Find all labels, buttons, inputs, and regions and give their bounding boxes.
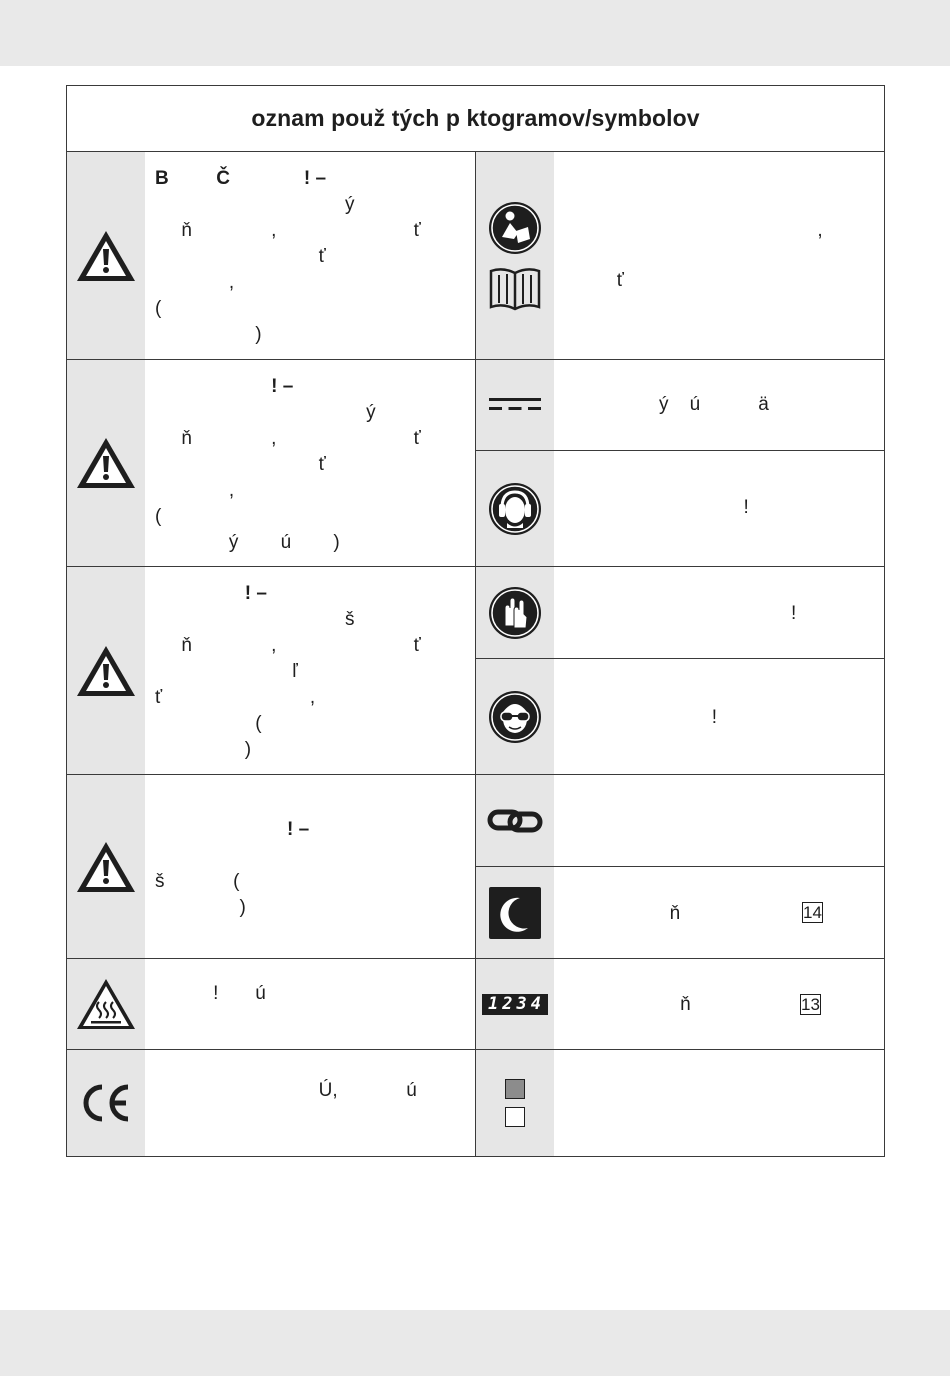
text-line: ň bbox=[564, 903, 681, 924]
left-row-note bbox=[67, 775, 475, 959]
right-row-recycle bbox=[476, 867, 884, 959]
text-line: ý ú ) bbox=[155, 532, 340, 553]
text-line: ) bbox=[155, 324, 262, 345]
right-row-eye-protection bbox=[476, 659, 884, 775]
manual-book-icon bbox=[487, 265, 543, 311]
text-line: ! – bbox=[155, 819, 310, 840]
left-row-warning bbox=[67, 360, 475, 567]
text-line: ť bbox=[155, 454, 326, 475]
text-line: , bbox=[155, 480, 235, 501]
right-row-text bbox=[564, 959, 874, 1049]
left-row-text bbox=[155, 567, 465, 774]
filled-square-icon bbox=[505, 1079, 525, 1099]
warning-triangle-icon bbox=[67, 152, 145, 359]
warning-triangle-icon bbox=[67, 360, 145, 566]
text-line: ! bbox=[564, 707, 718, 728]
left-row-text bbox=[155, 152, 465, 359]
figure-reference-box: 13 bbox=[801, 995, 820, 1014]
text-line: ý bbox=[155, 402, 376, 423]
ce-mark-icon bbox=[67, 1050, 145, 1156]
top-margin-band bbox=[0, 0, 950, 66]
text-line: ň , ť bbox=[155, 428, 421, 449]
text-line: , bbox=[564, 220, 823, 241]
right-row-text bbox=[564, 659, 874, 774]
left-row-hot-surface bbox=[67, 959, 475, 1050]
right-row-text bbox=[564, 1050, 874, 1156]
read-instructions-icon bbox=[488, 201, 542, 255]
text-line: ) bbox=[155, 739, 252, 760]
left-row-danger bbox=[67, 152, 475, 360]
color-squares-icon bbox=[476, 1050, 554, 1156]
text-line: ť , bbox=[155, 687, 316, 708]
text-line: ! ú bbox=[155, 983, 266, 1004]
eye-protection-icon bbox=[476, 659, 554, 774]
empty-square-icon bbox=[505, 1107, 525, 1127]
left-row-text bbox=[155, 360, 465, 566]
bottom-margin-band bbox=[0, 1310, 950, 1376]
text-line: B Č ! – bbox=[155, 168, 327, 189]
hot-surface-warning-icon bbox=[67, 959, 145, 1049]
right-row-text bbox=[564, 360, 874, 450]
text-line: ( bbox=[155, 298, 162, 319]
counter-display: 1234 bbox=[482, 994, 548, 1015]
digital-counter-icon bbox=[476, 959, 554, 1049]
left-row-text bbox=[155, 959, 465, 1049]
ear-protection-icon bbox=[476, 451, 554, 566]
text-line: ! – bbox=[155, 583, 267, 604]
text-line: š bbox=[155, 609, 355, 630]
clean-cycle-logo-icon bbox=[476, 867, 554, 958]
text-line: ( bbox=[155, 506, 162, 527]
text-line: ! – bbox=[155, 376, 294, 397]
right-row-text bbox=[564, 152, 874, 359]
right-row-counter bbox=[476, 959, 884, 1050]
right-row-gloves bbox=[476, 567, 884, 659]
text-line: ) bbox=[155, 897, 246, 918]
right-row-chain bbox=[476, 775, 884, 867]
right-row-color-squares bbox=[476, 1050, 884, 1156]
right-row-direct-current bbox=[476, 360, 884, 451]
text-line: ! bbox=[564, 603, 797, 624]
right-row-ear-protection bbox=[476, 451, 884, 567]
table-title: oznam použ tých p ktogramov/symbolov bbox=[67, 86, 884, 152]
protective-gloves-icon bbox=[476, 567, 554, 658]
warning-triangle-icon bbox=[67, 567, 145, 774]
read-manual-icon bbox=[476, 152, 554, 359]
text-line: ! bbox=[564, 497, 749, 518]
left-row-ce bbox=[67, 1050, 475, 1156]
text-line: Ú, ú bbox=[155, 1080, 417, 1101]
right-row-text bbox=[564, 451, 874, 566]
figure-reference-box: 14 bbox=[803, 903, 822, 922]
text-line: ý ú ä bbox=[564, 394, 769, 415]
text-line: ň bbox=[564, 994, 691, 1015]
text-line: ň , ť bbox=[155, 220, 421, 241]
text-line: , bbox=[155, 272, 235, 293]
warning-triangle-icon bbox=[67, 775, 145, 958]
text-line: ť bbox=[155, 246, 326, 267]
left-row-text bbox=[155, 1050, 465, 1156]
symbols-table bbox=[66, 85, 885, 1157]
linked-chain-icon bbox=[476, 775, 554, 866]
text-line: ý bbox=[155, 194, 355, 215]
right-row-read-manual bbox=[476, 152, 884, 360]
direct-current-icon bbox=[476, 360, 554, 450]
left-row-caution bbox=[67, 567, 475, 775]
right-row-text bbox=[564, 775, 874, 866]
left-row-text bbox=[155, 775, 465, 958]
text-line: ľ bbox=[155, 661, 298, 682]
right-row-text bbox=[564, 567, 874, 658]
text-line: š ( bbox=[155, 871, 240, 892]
right-row-text bbox=[564, 867, 874, 958]
text-line: ň , ť bbox=[155, 635, 421, 656]
text-line: ( bbox=[155, 713, 262, 734]
text-line: ť bbox=[564, 270, 624, 291]
